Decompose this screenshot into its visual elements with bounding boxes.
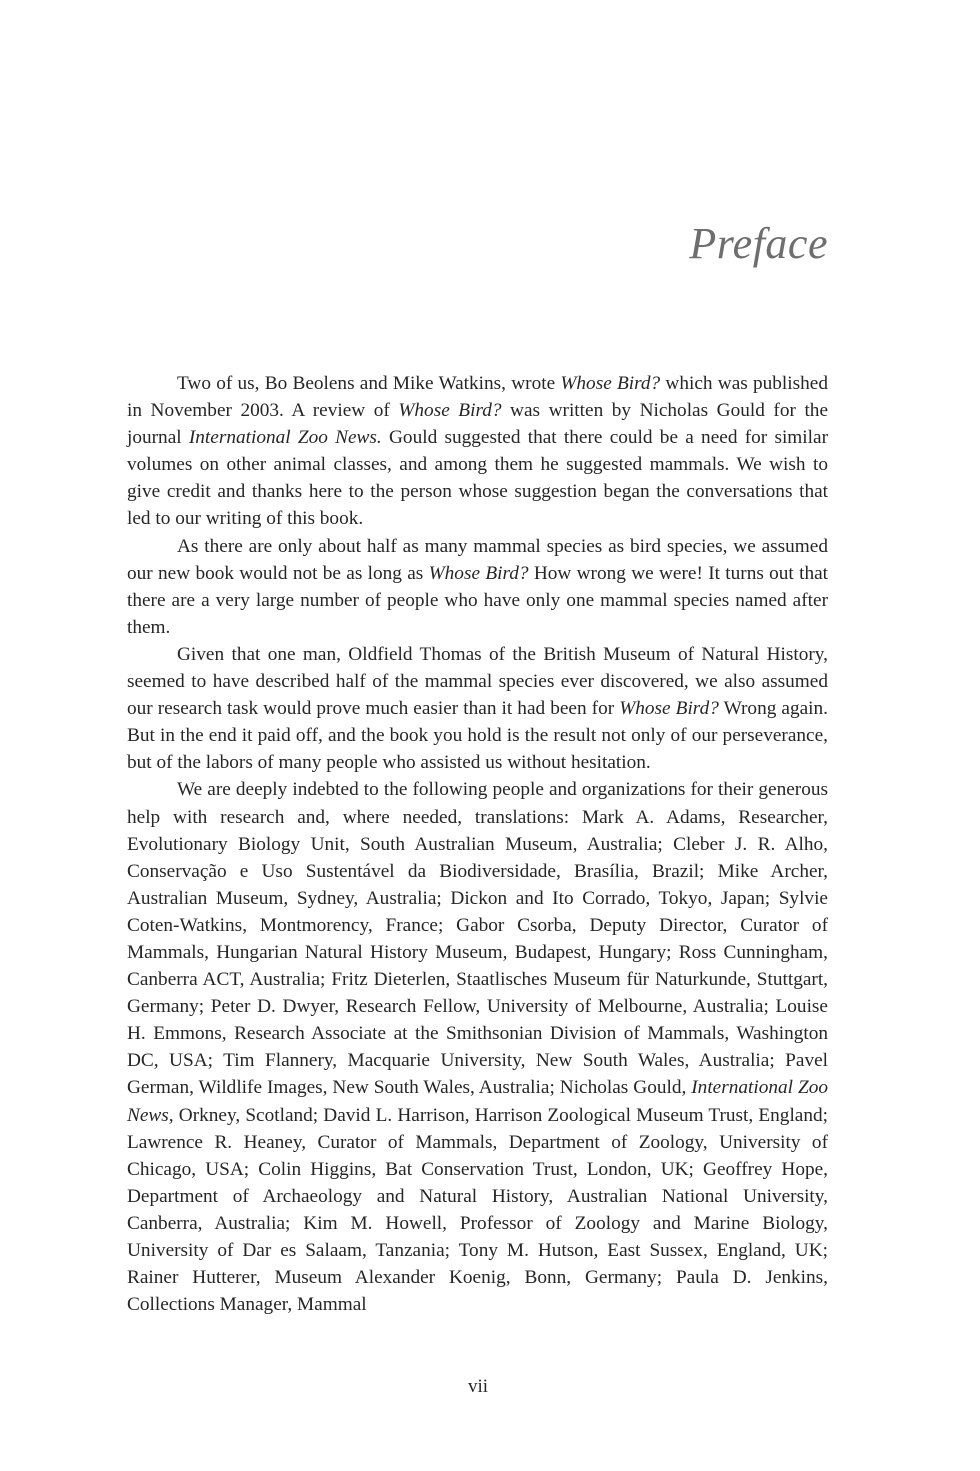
text-run: which was published in November 2003. A review of [127,373,828,422]
paragraph [127,370,828,533]
paragraph [127,641,828,776]
text-run: How wrong we were! It turns out that there are a very large number of people who have only one mammal species named after them. [127,562,829,638]
text-run: Orkney, Scotland; David L. Harrison, Harrison Zoological Museum Trust, England; Lawrence R. Heaney, Curator of Mammals, Department of Zoology, University of Chicago, USA; Colin Higgins, Bat Conservation Trust, London, UK; Geoffrey Hope, Department of Archaeology and Natural History, Australian National University, Canberra, Australia; Kim M. Howell, Professor of Zoology and Marine Biology, University of Dar es Salaam, Tanzania; Tony M. Hutson, East Sussex, England, UK; Rainer Hutterer, Museum Alexander Koenig, Bonn, Germany; Paula D. Jenkins, Collections Manager, Mammal [127,1104,828,1316]
italic-title: Whose Bird? [398,400,502,422]
text-run: As there are only about half as many mammal species as bird species, we assumed our new book would not be as long as [127,535,828,584]
italic-title: Whose Bird? [619,698,719,720]
italic-title: International Zoo News, [127,1077,828,1126]
text-run: Wrong again. But in the end it paid off, and the book you hold is the result not only of our perseverance, but of the labors of many people who assisted us without hesitation. [127,698,828,774]
text-run: Given that one man, Oldfield Thomas of the British Museum of Natural History, seemed to have described half of the mammal species ever discovered, we also assumed our research task would prove much easier than it had been for [127,643,828,720]
preface-body [127,370,828,1318]
paragraph [127,776,828,1318]
text-run: Two of us, Bo Beolens and Mike Watkins, wrote [177,373,561,394]
text-run: We are deeply indebted to the following people and organizations for their generous help with research and, where needed, translations: Mark A. Adams, Researcher, Evolutionary Biology Unit, South Australian Museum, Australia; Cleber J. R. Alho, Conservação e Uso Sustentável da Biodiversidade, Brasília, Brazil; Mike Archer, Australian Museum, Sydney, Australia; Dickon and Ito Corrado, Tokyo, Japan; Sylvie Coten-Watkins, Montmorency, France; Gabor Csorba, Deputy Director, Curator of Mammals, Hungarian Natural History Museum, Budapest, Hungary; Ross Cunningham, Canberra ACT, Australia; Fritz Dieterlen, Staatlisches Museum für Naturkunde, Stuttgart, Germany; Peter D. Dwyer, Research Fellow, University of Melbourne, Australia; Louise H. Emmons, Research Associate at the Smithsonian Division of Mammals, Washington DC, USA; Tim Flannery, Macquarie University, New South Wales, Australia; Pavel German, Wildlife Images, New South Wales, Australia; Nicholas Gould, [127,779,828,1099]
chapter-title: Preface [689,219,828,268]
paragraph [127,533,828,641]
italic-title: Whose Bird? [560,373,661,394]
italic-title: Whose Bird? [428,562,529,584]
text-run: was written by Nicholas Gould for the journal [127,400,828,449]
text-run: Gould suggested that there could be a need for similar volumes on other animal classes, and among them he suggested mammals. We wish to give credit and thanks here to the person whose suggestion began the conversations that led to our writing of this book. [127,427,828,530]
page-number: vii [467,1376,489,1397]
italic-title: International Zoo News. [188,427,382,449]
